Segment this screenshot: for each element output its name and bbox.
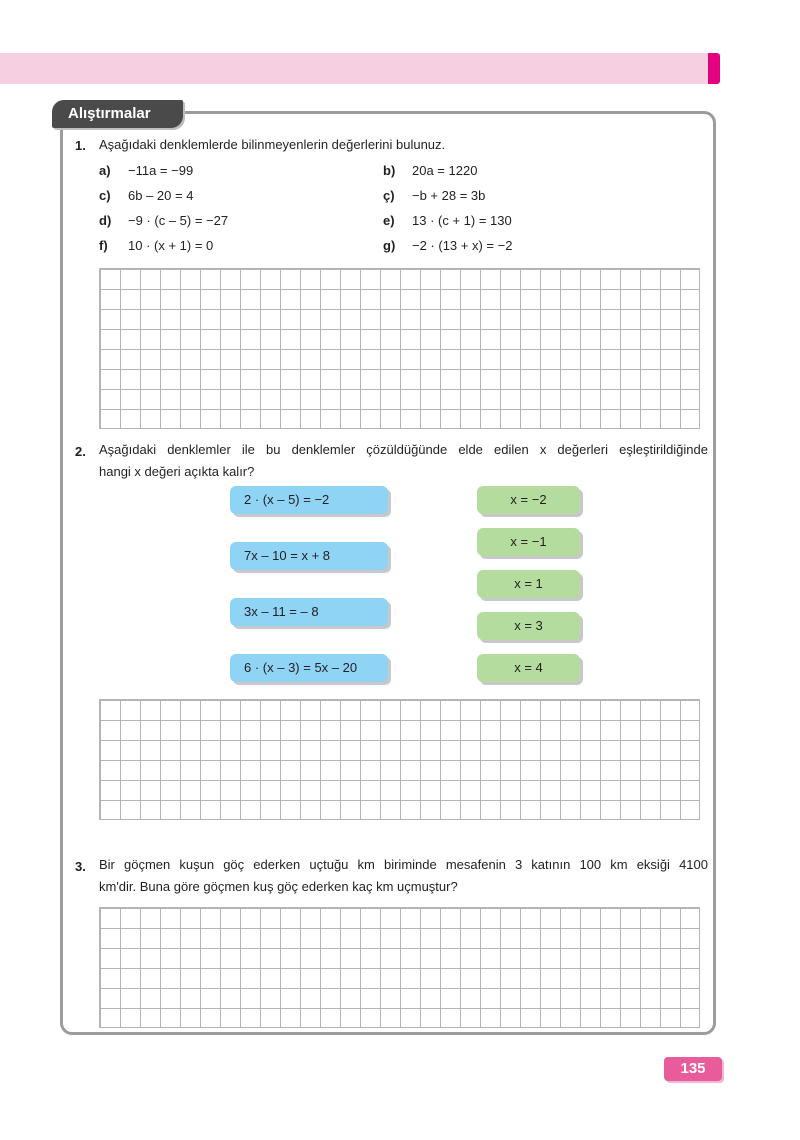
value-card-3[interactable]: x = 1	[477, 570, 580, 598]
eq-label-a: a)	[99, 163, 111, 178]
equation-c-cedilla: −b + 28 = 3b	[412, 188, 486, 203]
top-magenta-tab	[708, 53, 720, 84]
question-3-text-line-1: Bir göçmen kuşun göç ederken uçtuğu km biriminde mesafenin 3 katının 100 km eksiği 4100	[99, 857, 708, 872]
value-card-2[interactable]: x = −1	[477, 528, 580, 556]
equation-d: −9 · (c – 5) = −27	[128, 213, 229, 228]
eq-label-g: g)	[383, 238, 396, 253]
question-2-text-line-1: Aşağıdaki denklemler ile bu denklemler çözüldüğünde elde edilen x değerleri eşleştirildiğinde	[99, 442, 708, 457]
equation-card-2[interactable]: 7x – 10 = x + 8	[230, 542, 388, 570]
section-header	[52, 100, 183, 128]
answer-grid-3[interactable]	[99, 907, 700, 1028]
section-title: Alıştırmalar	[68, 105, 151, 122]
question-3-text-line-2: km'dir. Buna göre göçmen kuş göç ederken kaç km uçmuştur?	[99, 879, 458, 894]
eq-label-d: d)	[99, 213, 112, 228]
equation-card-3[interactable]: 3x – 11 = – 8	[230, 598, 388, 626]
answer-grid-2[interactable]	[99, 699, 700, 820]
question-2-text-line-2: hangi x değeri açıkta kalır?	[99, 464, 255, 479]
equation-card-4[interactable]: 6 · (x – 3) = 5x – 20	[230, 654, 388, 682]
value-card-1[interactable]: x = −2	[477, 486, 580, 514]
question-2-number: 2.	[75, 444, 86, 459]
equation-b: 20a = 1220	[412, 163, 478, 178]
answer-grid-1[interactable]	[99, 268, 700, 429]
eq-label-c: c)	[99, 188, 111, 203]
eq-label-b: b)	[383, 163, 396, 178]
question-1-text: Aşağıdaki denklemlerde bilinmeyenlerin değerlerini bulunuz.	[99, 137, 446, 152]
equation-card-1[interactable]: 2 · (x – 5) = −2	[230, 486, 388, 514]
value-card-4[interactable]: x = 3	[477, 612, 580, 640]
equation-c: 6b – 20 = 4	[128, 188, 194, 203]
value-card-5[interactable]: x = 4	[477, 654, 580, 682]
top-pink-band	[0, 53, 710, 84]
question-3-number: 3.	[75, 859, 86, 874]
equation-a: −11a = −99	[128, 163, 194, 178]
eq-label-f: f)	[99, 238, 108, 253]
eq-label-c-cedilla: ç)	[383, 188, 395, 203]
equation-f: 10 · (x + 1) = 0	[128, 238, 214, 253]
equation-g: −2 · (13 + x) = −2	[412, 238, 513, 253]
page-number: 135	[664, 1057, 722, 1081]
equation-e: 13 · (c + 1) = 130	[412, 213, 512, 228]
question-1-number: 1.	[75, 138, 86, 153]
eq-label-e: e)	[383, 213, 395, 228]
